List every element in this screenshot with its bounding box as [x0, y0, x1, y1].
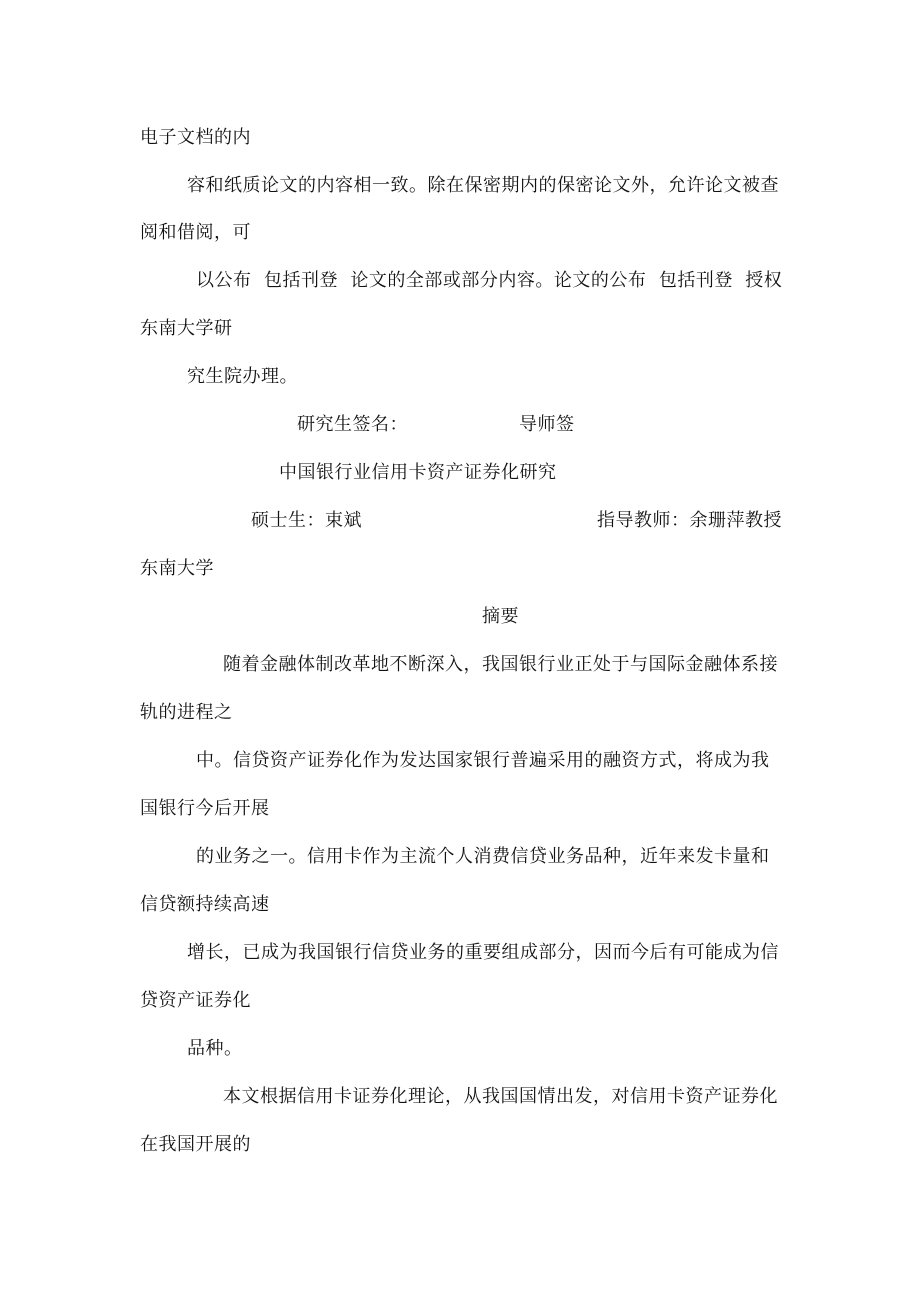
advisor-name: 指导教师：余珊萍教授 — [597, 510, 782, 531]
abstract-heading: 摘要 — [482, 606, 519, 627]
abstract-line: 信贷额持续高速 — [140, 894, 270, 915]
student-signature-label: 研究生签名： — [297, 414, 408, 435]
abstract-line: 在我国开展的 — [140, 1134, 251, 1155]
text-line: 东南大学研 — [140, 318, 233, 339]
text-line: 容和纸质论文的内容相一致。除在保密期内的保密论文外，允许论文被查 — [187, 175, 779, 196]
student-name: 硕士生：束斌 — [251, 510, 362, 531]
advisor-signature-label: 导师签 — [519, 414, 575, 435]
abstract-line: 贷资产证券化 — [140, 990, 251, 1011]
abstract-line: 中。信贷资产证券化作为发达国家银行普遍采用的融资方式，将成为我 — [196, 750, 770, 771]
abstract-line: 增长，已成为我国银行信贷业务的重要组成部分，因而今后有可能成为信 — [187, 942, 779, 963]
text-line: 究生院办理。 — [187, 366, 298, 387]
text-line: 电子文档的内 — [140, 127, 251, 148]
abstract-line: 本文根据信用卡证券化理论，从我国国情出发，对信用卡资产证券化 — [223, 1086, 778, 1107]
abstract-line: 轨的进程之 — [140, 702, 233, 723]
abstract-line: 的业务之一。信用卡作为主流个人消费信贷业务品种，近年来发卡量和 — [196, 846, 770, 867]
text-line: 阅和借阅，可 — [140, 222, 251, 243]
abstract-line: 品种。 — [187, 1038, 243, 1059]
abstract-line: 国银行今后开展 — [140, 798, 270, 819]
abstract-line: 随着金融体制改革地不断深入，我国银行业正处于与国际金融体系接 — [223, 654, 778, 675]
thesis-title: 中国银行业信用卡资产证券化研究 — [279, 462, 557, 483]
university-name: 东南大学 — [140, 558, 214, 579]
text-line: 以公布 包括刊登 论文的全部或部分内容。论文的公布 包括刊登 授权 — [196, 270, 783, 291]
